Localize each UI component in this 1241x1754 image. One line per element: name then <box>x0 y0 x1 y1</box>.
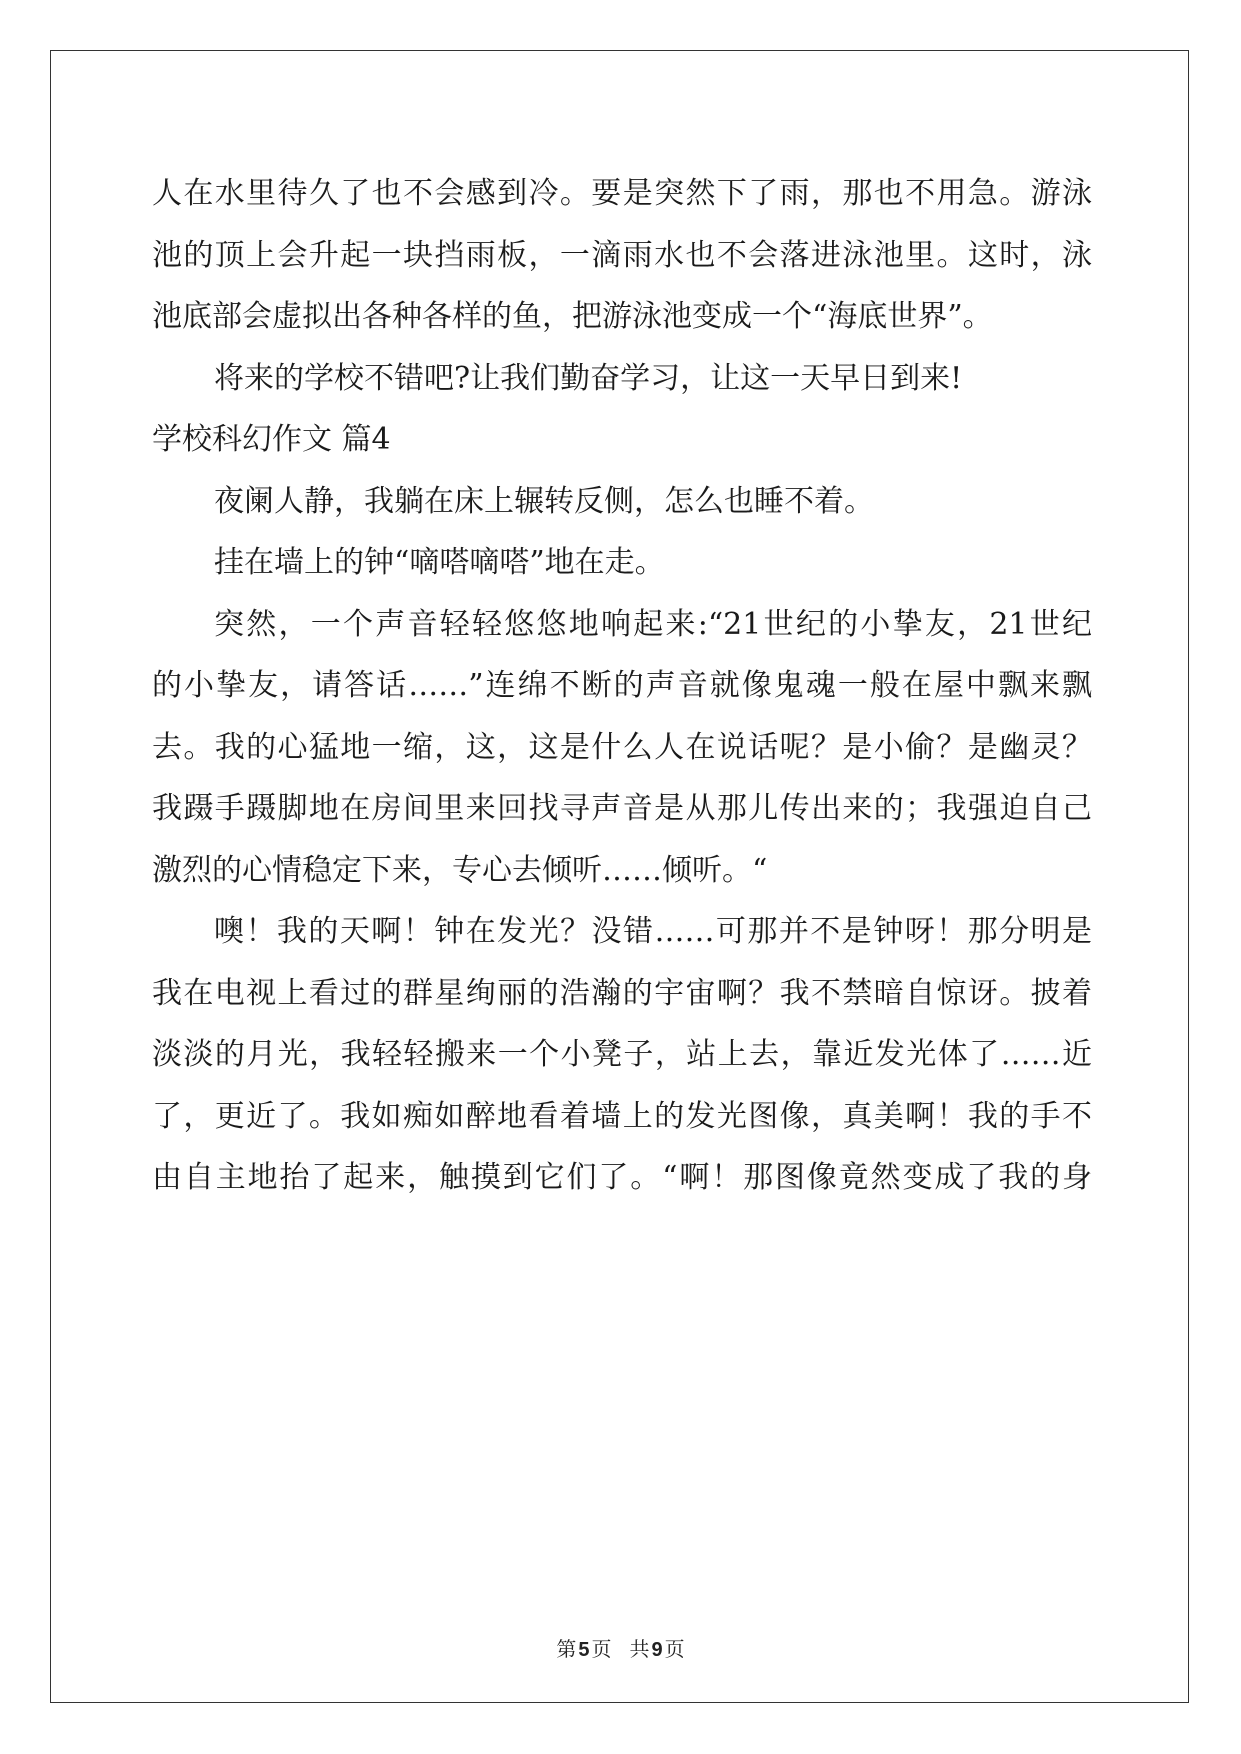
text-line: 由自主地抬了起来，触摸到它们了。“啊！那图像竟然变成了我的身 <box>152 1160 1092 1195</box>
text-line: 夜阑人静，我躺在床上辗转反侧，怎么也睡不着。 <box>214 483 874 519</box>
page-number: 5 <box>578 1639 590 1661</box>
text-line: 激烈的心情稳定下来，专心去倾听……倾听。“ <box>152 852 768 888</box>
text-line: 我在电视上看过的群星绚丽的浩瀚的宇宙啊？我不禁暗自惊讶。披着 <box>152 975 1092 1011</box>
text-line: 去。我的心猛地一缩，这，这是什么人在说话呢？是小偷？是幽灵？ <box>152 729 1092 765</box>
text-line: 人在水里待久了也不会感到冷。要是突然下了雨，那也不用急。游泳 <box>152 176 1092 211</box>
text-line: 的小挚友，请答话……”连绵不断的声音就像鬼魂一般在屋中飘来飘 <box>152 668 1092 703</box>
text-line: 挂在墙上的钟“嘀嗒嘀嗒”地在走。 <box>214 545 665 580</box>
text-line: 我蹑手蹑脚地在房间里来回找寻声音是从那儿传出来的；我强迫自己 <box>152 791 1092 826</box>
page-suffix: 页 <box>591 1637 612 1661</box>
text-line: 突然，一个声音轻轻悠悠地响起来:“21世纪的小挚友，21世纪 <box>214 606 1092 642</box>
page-prefix: 第 <box>556 1637 577 1661</box>
text-line: 将来的学校不错吧?让我们勤奋学习，让这一天早日到来! <box>214 360 963 396</box>
total-suffix: 页 <box>664 1637 685 1661</box>
total-pages: 9 <box>651 1639 663 1661</box>
text-line: 池的顶上会升起一块挡雨板，一滴雨水也不会落进泳池里。这时，泳 <box>152 237 1092 273</box>
document-body <box>152 163 1092 1209</box>
text-line: 池底部会虚拟出各种各样的鱼，把游泳池变成一个“海底世界”。 <box>152 299 993 334</box>
text-line: 噢！我的天啊！钟在发光？没错……可那并不是钟呀！那分明是 <box>214 914 1092 949</box>
page-footer <box>0 1633 1241 1662</box>
section-heading: 学校科幻作文 篇4 <box>152 422 391 457</box>
text-line: 了，更近了。我如痴如醉地看着墙上的发光图像，真美啊！我的手不 <box>152 1098 1092 1134</box>
total-prefix: 共 <box>629 1637 650 1661</box>
text-line: 淡淡的月光，我轻轻搬来一个小凳子，站上去，靠近发光体了……近 <box>152 1037 1092 1072</box>
